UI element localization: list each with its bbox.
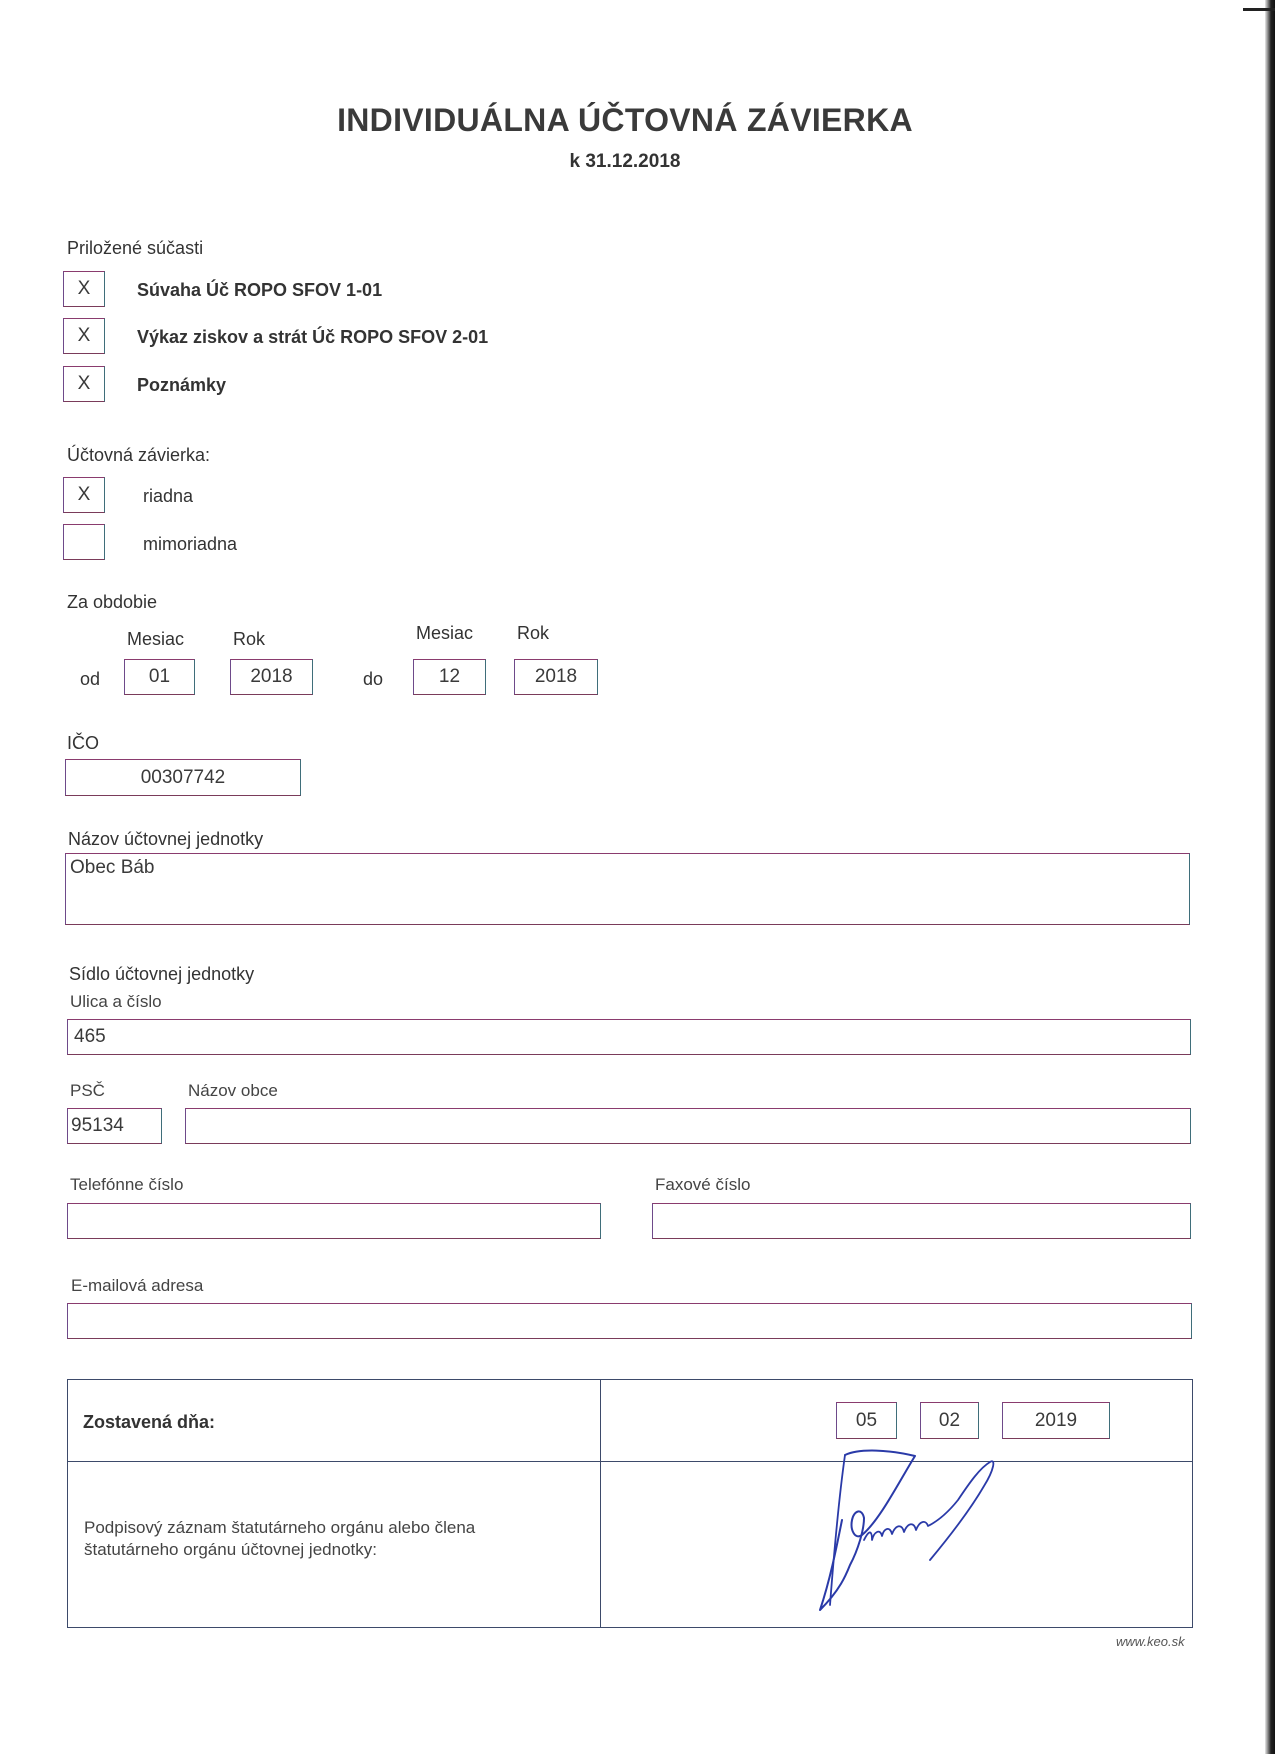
email-field[interactable] [67, 1303, 1192, 1339]
signature-label-line1: Podpisový záznam štatutárneho orgánu alebo člena [84, 1518, 476, 1537]
period-to-year-field[interactable]: 2018 [514, 659, 598, 695]
attachment-income-statement-label: Výkaz ziskov a strát Úč ROPO SFOV 2-01 [137, 327, 489, 347]
period-from-label: od [80, 669, 101, 689]
period-to-year-header: Rok [517, 623, 550, 643]
page-edge-mark [1243, 8, 1275, 11]
period-from-year-field[interactable]: 2018 [230, 659, 313, 695]
document-date: k 31.12.2018 [569, 151, 681, 172]
address-label: Sídlo účtovnej jednotky [69, 964, 255, 984]
statement-extraordinary-label: mimoriadna [143, 534, 238, 554]
compiled-month-field[interactable]: 02 [920, 1402, 979, 1439]
zip-field[interactable]: 95134 [67, 1108, 162, 1144]
city-label: Názov obce [188, 1081, 278, 1100]
ico-label: IČO [67, 733, 100, 753]
period-to-label: do [363, 669, 384, 689]
statement-regular-label: riadna [143, 486, 194, 506]
document-title: INDIVIDUÁLNA ÚČTOVNÁ ZÁVIERKA [337, 102, 913, 138]
signature-label-line2: štatutárneho orgánu účtovnej jednotky: [84, 1540, 377, 1559]
compiled-day-field[interactable]: 05 [836, 1402, 897, 1439]
page-edge-shadow [1265, 0, 1275, 1754]
attachment-balance-label: Súvaha Úč ROPO SFOV 1-01 [137, 280, 383, 300]
phone-field[interactable] [67, 1203, 601, 1239]
compiled-date-label: Zostavená dňa: [83, 1412, 216, 1432]
statement-regular-checkbox[interactable]: X [63, 477, 105, 513]
street-label: Ulica a číslo [70, 992, 162, 1011]
unit-name-label: Názov účtovnej jednotky [68, 829, 264, 849]
attachment-balance-checkbox[interactable]: X [63, 271, 105, 307]
city-field[interactable] [185, 1108, 1191, 1144]
period-from-month-field[interactable]: 01 [124, 659, 195, 695]
street-field[interactable]: 465 [67, 1019, 1191, 1055]
period-to-month-field[interactable]: 12 [413, 659, 486, 695]
signature-label [84, 1517, 475, 1561]
period-from-year-header: Rok [233, 629, 266, 649]
footer-source: www.keo.sk [1116, 1634, 1185, 1649]
attachment-income-statement-checkbox[interactable]: X [63, 318, 105, 354]
statement-type-label: Účtovná závierka: [67, 445, 211, 465]
fax-field[interactable] [652, 1203, 1191, 1239]
period-from-month-header: Mesiac [127, 629, 185, 649]
attachments-label: Priložené súčasti [67, 238, 204, 258]
signature-table-divider [600, 1379, 601, 1628]
phone-label: Telefónne číslo [70, 1175, 184, 1194]
fax-label: Faxové číslo [655, 1175, 751, 1194]
statement-extraordinary-checkbox[interactable] [63, 524, 105, 560]
attachment-notes-label: Poznámky [137, 375, 227, 395]
email-label: E-mailová adresa [71, 1276, 204, 1295]
handwritten-signature [800, 1440, 1080, 1620]
period-to-month-header: Mesiac [416, 623, 474, 643]
zip-label: PSČ [70, 1081, 105, 1100]
attachment-notes-checkbox[interactable]: X [63, 366, 105, 402]
period-label: Za obdobie [67, 592, 158, 612]
unit-name-field[interactable]: Obec Báb [65, 853, 1190, 925]
compiled-year-field[interactable]: 2019 [1002, 1402, 1110, 1439]
ico-field[interactable]: 00307742 [65, 759, 301, 796]
